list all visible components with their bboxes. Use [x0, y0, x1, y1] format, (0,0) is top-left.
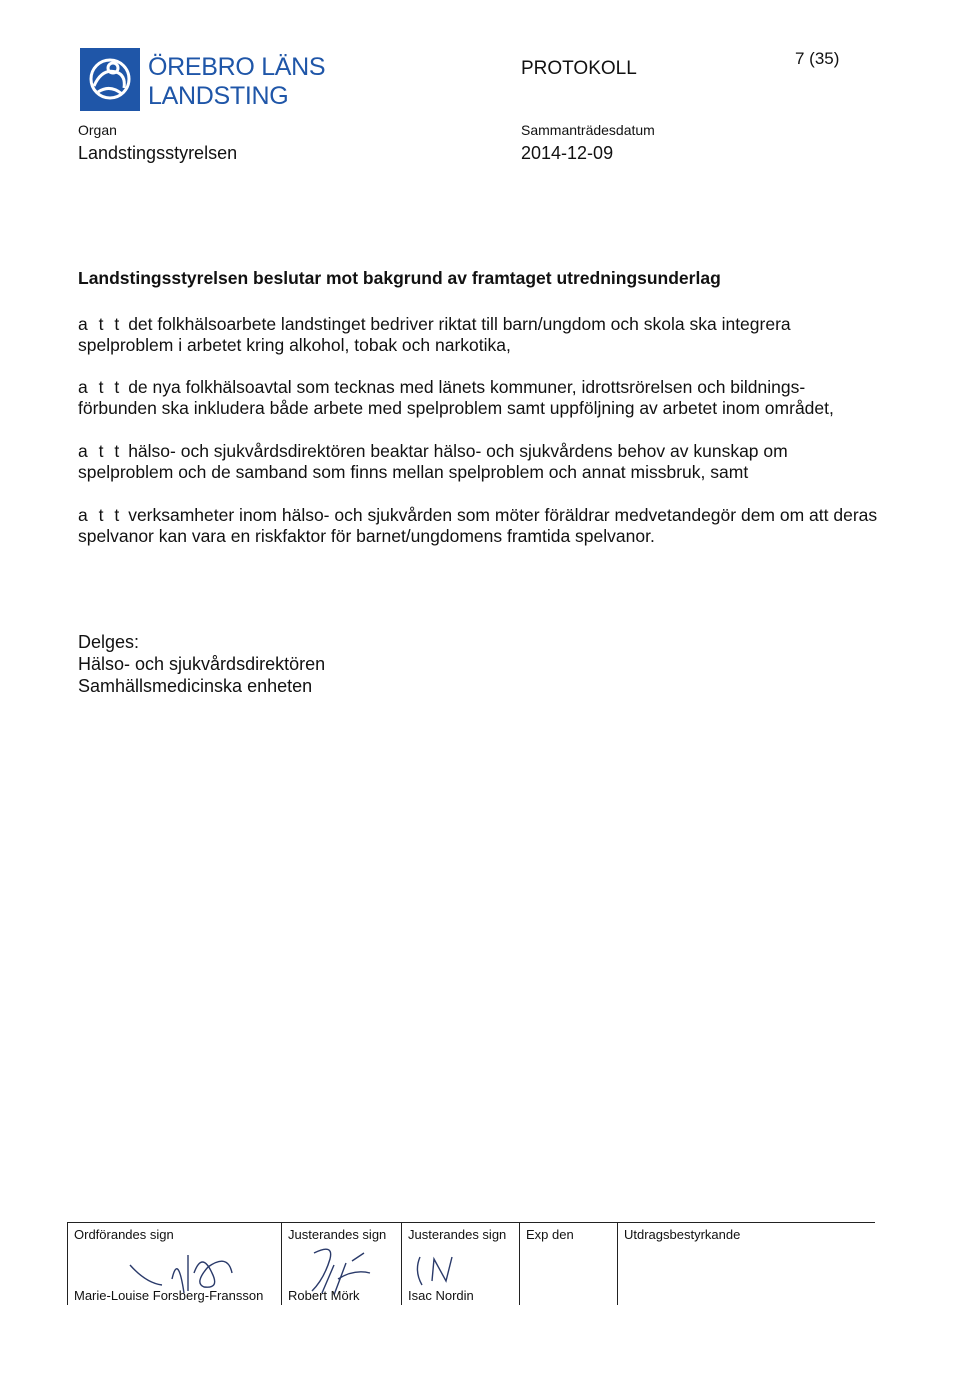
distribution-recipient: Hälso- och sjukvårdsdirektören: [78, 654, 326, 674]
distribution-label: Delges:: [78, 632, 140, 652]
meeting-date-value: 2014-12-09: [521, 143, 614, 163]
organization-name: [148, 53, 325, 111]
decision-clause: [78, 441, 878, 483]
signature-table: [67, 1222, 875, 1305]
chair-sign-label: Ordförandes sign: [74, 1227, 174, 1242]
distribution-recipient: Samhällsmedicinska enheten: [78, 676, 313, 696]
clause-text: verksamheter inom hälso- och sjukvården som möter föräldrar medvetandegör dem om att deras spelvanor kan vara en riskfaktor för barnet/ungdomens framtida spelvanor.: [78, 505, 878, 546]
chair-name: Marie-Louise Forsberg-Fransson: [74, 1288, 264, 1303]
clause-prefix: a t t: [78, 505, 123, 525]
distribution-block: [78, 631, 325, 697]
adjuster2-sign-label: Justerandes sign: [408, 1227, 507, 1242]
clause-prefix: a t t: [78, 314, 123, 334]
adjuster2-signature-image: [412, 1251, 472, 1291]
expedited-label: Exp den: [526, 1227, 574, 1242]
certified-cell: [617, 1223, 876, 1305]
document-type: PROTOKOLL: [521, 58, 637, 79]
clause-text: de nya folkhälsoavtal som tecknas med länets kommuner, idrottsrörelsen och bildnings-förbunden ska inkludera både arbete med spelproblem samt uppföljning av arbetet inom området,: [78, 377, 834, 418]
adjuster2-signature-cell: [401, 1223, 520, 1305]
organ-value: Landstingsstyrelsen: [78, 143, 238, 163]
clause-text: det folkhälsoarbete landstinget bedriver riktat till barn/ungdom och skola ska integrera spelproblem i arbetet kring alkohol, tobak och narkotika,: [78, 314, 791, 355]
decision-clause: [78, 505, 878, 547]
decision-clause: [78, 377, 878, 419]
clause-text: hälso- och sjukvårdsdirektören beaktar hälso- och sjukvårdens behov av kunskap om spelproblem och de samband som finns mellan spelproblem och annat missbruk, samt: [78, 441, 788, 482]
adjuster1-sign-label: Justerandes sign: [288, 1227, 387, 1242]
organization-name-line1: ÖREBRO LÄNS: [148, 53, 326, 81]
adjuster2-name: Isac Nordin: [408, 1288, 474, 1303]
clause-prefix: a t t: [78, 441, 123, 461]
organ-label: Organ: [78, 122, 117, 138]
organization-name-line2: LANDSTING: [148, 82, 289, 110]
certified-label: Utdragsbestyrkande: [624, 1227, 741, 1242]
clause-prefix: a t t: [78, 377, 123, 397]
adjuster1-signature-cell: [281, 1223, 402, 1305]
landsting-emblem-icon: [80, 48, 140, 111]
chair-signature-cell: [67, 1223, 282, 1305]
decision-clause: [78, 314, 878, 356]
expedited-cell: [519, 1223, 618, 1305]
meeting-date-label: Sammanträdesdatum: [521, 122, 655, 138]
page-number: 7 (35): [795, 49, 840, 68]
decision-title: Landstingsstyrelsen beslutar mot bakgrund av framtaget utredningsunderlag: [78, 268, 721, 288]
adjuster1-name: Robert Mörk: [288, 1288, 360, 1303]
